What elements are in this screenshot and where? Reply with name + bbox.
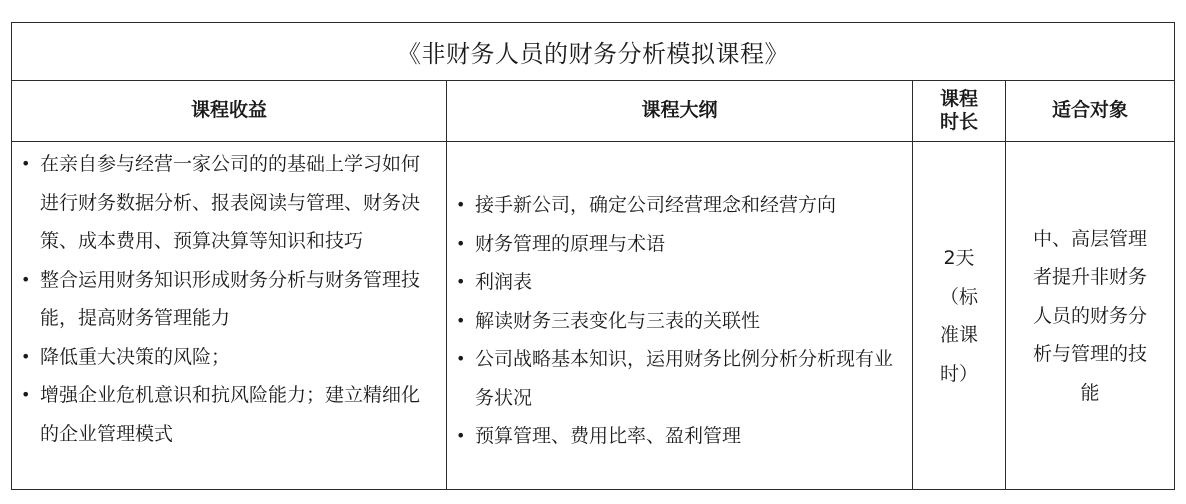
outline-list [447, 186, 898, 456]
duration-cell: 2天（标准课时） [939, 247, 978, 385]
benefit-item: • 增强企业危机意识和抗风险能力；建立精细化的企业管理模式 [12, 376, 430, 453]
body-row [12, 141, 1174, 491]
benefit-item: • 在亲自参与经营一家公司的的基础上学习如何进行财务数据分析、报表阅读与管理、财务决策、成本费用、预算决算等知识和技巧 [12, 145, 430, 261]
outline-item: • 预算管理、费用比率、盈利管理 [447, 417, 898, 456]
header-duration [913, 80, 1005, 141]
benefits-list [12, 145, 430, 453]
outline-cell [447, 141, 912, 491]
audience-cell: 中、高层管理者提升非财务人员的财务分析与管理的技能 [1032, 227, 1147, 404]
outline-item: • 接手新公司，确定公司经营理念和经营方向 [447, 186, 898, 225]
benefits-cell [12, 141, 446, 491]
outline-item: • 财务管理的原理与术语 [447, 225, 898, 264]
header-benefits: 课程收益 [190, 99, 267, 121]
course-table [11, 22, 1175, 490]
outline-item: • 解读财务三表变化与三表的关联性 [447, 302, 898, 341]
course-title: 《非财务人员的财务分析模拟课程》 [12, 23, 1174, 81]
outline-item: • 利润表 [447, 263, 898, 302]
header-audience: 适合对象 [1051, 99, 1128, 121]
header-duration-line2: 时长 [939, 110, 978, 133]
header-duration-line1: 课程 [939, 87, 978, 110]
benefit-item: • 整合运用财务知识形成财务分析与财务管理技能，提高财务管理能力 [12, 261, 430, 338]
benefit-item: • 降低重大决策的风险； [12, 338, 430, 377]
header-outline: 课程大纲 [641, 99, 718, 121]
outline-item: • 公司战略基本知识，运用财务比例分析分析现有业务状况 [447, 340, 898, 417]
header-row [12, 80, 1174, 142]
